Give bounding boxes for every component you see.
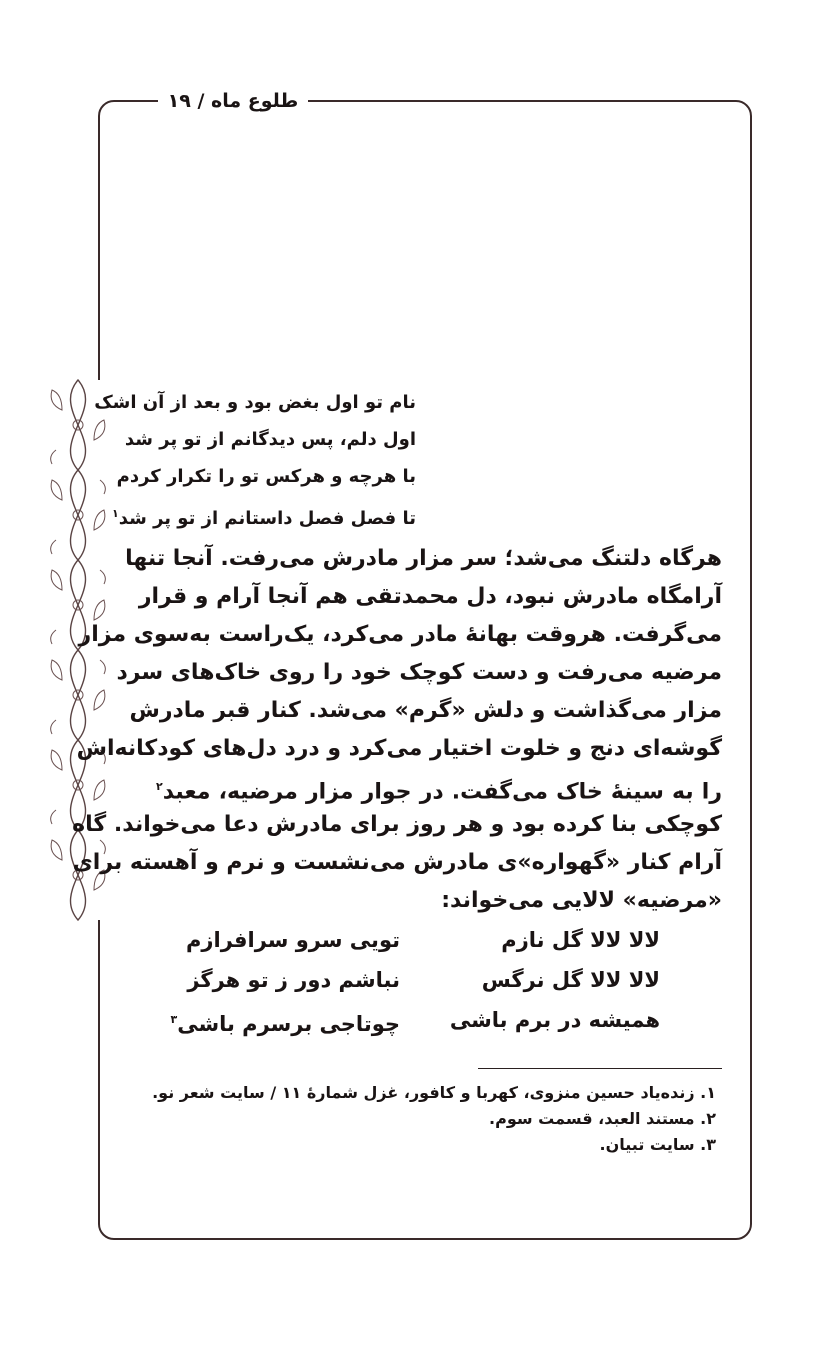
lullaby-hemistich-text: چوتاجی برسرم باشی: [177, 1012, 400, 1036]
poem-line: نام تو اول بغض بود و بعد از آن اشک: [94, 392, 416, 413]
paragraph-line: گوشه‌ای دنج و خلوت اختیار می‌کرد و درد دل‌های کودکانه‌اش: [76, 736, 722, 761]
body-paragraph: [72, 540, 722, 920]
running-title: طلوع ماه / ۱۹: [158, 86, 308, 116]
poem-line: اول دلم، پس دیدگانم از تو پر شد: [124, 429, 416, 450]
lullaby-verse: [170, 920, 660, 1040]
lullaby-hemistich-left: تویی سرو سرافرازم: [186, 928, 400, 952]
footnote-ref-1: ۱: [112, 507, 119, 520]
lullaby-row: [170, 1000, 660, 1040]
lullaby-hemistich-left: [170, 1000, 400, 1040]
paragraph-line: آرامگاه مادرش نبود، دل محمدتقی هم آنجا آرام و قرار: [138, 584, 722, 609]
paragraph-line: مرضیه می‌رفت و دست کوچک خود را روی خاک‌های سرد: [116, 660, 722, 685]
footnote-item: ۲. مستند العبد، قسمت سوم.: [489, 1109, 716, 1128]
lullaby-hemistich-right: لالا لالا گل نرگس: [481, 968, 660, 992]
paragraph-line: مزار می‌گذاشت و دلش «گرم» می‌شد. کنار قبر مادرش: [129, 698, 722, 723]
poem-line: با هرچه و هرکس تو را تکرار کردم: [116, 466, 416, 487]
footnotes: [152, 1080, 716, 1158]
paragraph-line: آرام کنار «گهواره»ی مادرش می‌نشست و نرم و آهسته برای: [72, 850, 722, 875]
footnote-item: ۱. زنده‌یاد حسین منزوی، کهربا و کافور، غزل شمارهٔ ۱۱ / سایت شعر نو.: [152, 1083, 716, 1102]
paragraph-line: [156, 768, 722, 806]
footnote-ref-2: ۲: [156, 780, 163, 793]
lullaby-hemistich-left: نباشم دور ز تو هرگز: [187, 968, 400, 992]
footnote-separator: [478, 1068, 722, 1069]
paragraph-line: هرگاه دلتنگ می‌شد؛ سر مزار مادرش می‌رفت. آنجا تنها: [125, 546, 722, 571]
paragraph-line: می‌گرفت. هروقت بهانهٔ مادر می‌کرد، یک‌راست به‌سوی مزار: [78, 622, 722, 647]
paragraph-line-text: را به سینهٔ خاک می‌گفت. در جوار مزار مرضیه، معبد: [162, 779, 722, 805]
poem-line-text: تا فصل فصل داستانم از تو پر شد: [118, 508, 416, 529]
lullaby-hemistich-right: همیشه در برم باشی: [449, 1008, 660, 1032]
footnote-item: ۳. سایت تبیان.: [599, 1135, 716, 1154]
opening-poem: [94, 384, 416, 537]
paragraph-line: «مرضیه» لالایی می‌خواند:: [441, 888, 722, 913]
paragraph-line: کوچکی بنا کرده بود و هر روز برای مادرش دعا می‌خواند. گاه: [72, 812, 722, 837]
footnote-ref-3: ۳: [170, 1013, 178, 1026]
lullaby-hemistich-right: لالا لالا گل نازم: [501, 928, 660, 952]
poem-line: [112, 495, 416, 537]
lullaby-row: [187, 960, 660, 1000]
running-header: [0, 86, 824, 116]
lullaby-row: [186, 920, 660, 960]
